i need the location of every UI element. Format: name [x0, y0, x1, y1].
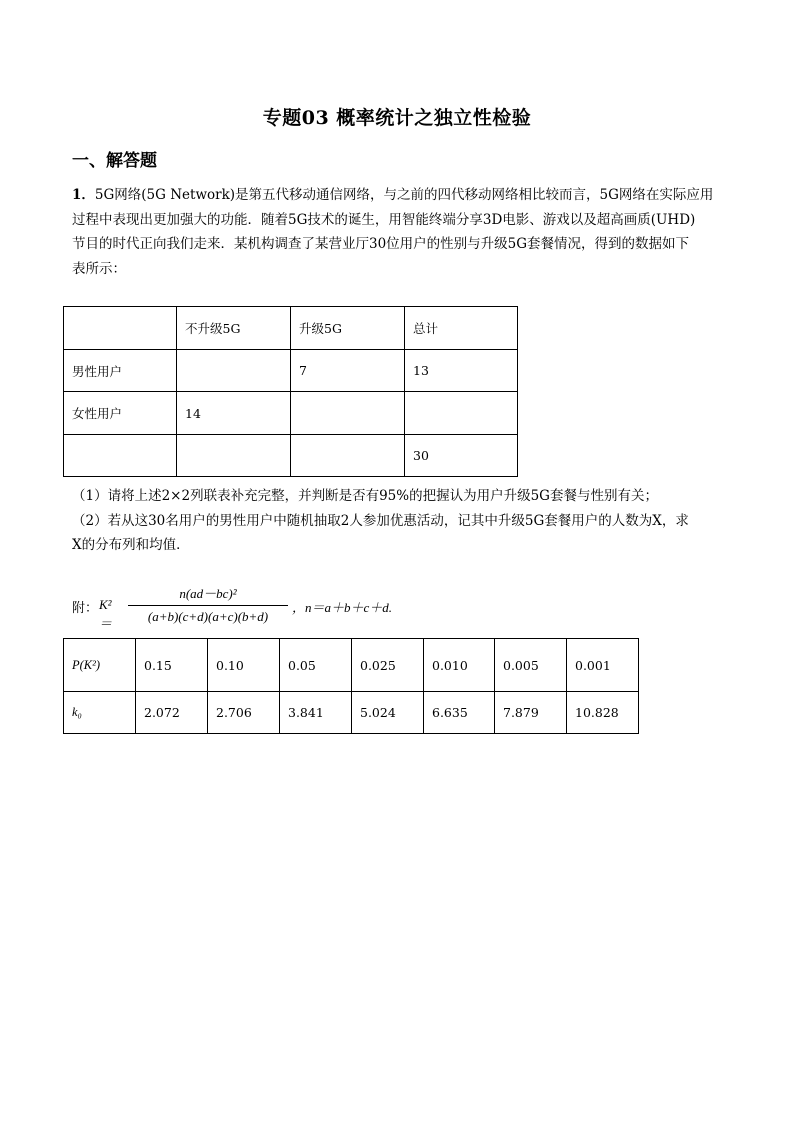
part-2-text: （2）若从这30名用户的男性用户中随机抽取2人参加优惠活动，记其中升级5G套餐用户的人数为X，求 — [72, 512, 689, 529]
formula-numerator: n(ad－bc)² — [179, 586, 237, 601]
table-header-cell: 总计 — [405, 307, 518, 350]
table-cell: 0.005 — [495, 639, 567, 692]
formula-denominator: (a+b)(c+d)(a+c)(b+d) — [147, 609, 269, 624]
table-row — [64, 639, 639, 692]
question-number: 1． — [72, 187, 95, 203]
table-cell — [291, 392, 405, 435]
part-2-text-cont: X的分布列和均值． — [72, 537, 190, 553]
table-cell: 0.05 — [280, 639, 352, 692]
fraction-bar — [128, 605, 288, 606]
formula-fraction — [128, 584, 288, 627]
question-1-intro — [72, 183, 722, 281]
table-cell: 0.15 — [136, 639, 208, 692]
table-header-row — [64, 307, 518, 350]
table-cell: 6.635 — [424, 692, 495, 734]
table-cell — [64, 435, 177, 477]
table-cell — [177, 435, 291, 477]
formula-tail: ，n＝a＋b＋c＋d. — [292, 600, 393, 615]
table-cell: 男性用户 — [64, 350, 177, 392]
question-parts — [72, 484, 722, 558]
table-cell — [177, 350, 291, 392]
table-cell: 13 — [405, 350, 518, 392]
table-cell: 7 — [291, 350, 405, 392]
table-header-cell: 升级5G — [291, 307, 405, 350]
table-cell: 女性用户 — [64, 392, 177, 435]
table-cell — [291, 435, 405, 477]
table-row — [64, 435, 518, 477]
section-heading: 一、解答题 — [72, 151, 157, 171]
table-cell: 0.010 — [424, 639, 495, 692]
table-row — [64, 392, 518, 435]
table-row — [64, 692, 639, 734]
table-row — [64, 350, 518, 392]
p-row-label: P(K²) — [64, 639, 136, 692]
table-header-cell: 不升级5G — [177, 307, 291, 350]
formula-label: 附： — [72, 600, 99, 615]
contingency-table — [63, 306, 518, 477]
formula-lhs: K²＝ — [99, 597, 113, 631]
part-1-text: （1）请将上述2×2列联表补充完整，并判断是否有95%的把握认为用户升级5G套餐与性别有关； — [72, 488, 658, 504]
table-cell: 2.706 — [208, 692, 280, 734]
table-cell: 14 — [177, 392, 291, 435]
table-cell: 0.10 — [208, 639, 280, 692]
intro-line-2: 过程中表现出更加强大的功能．随着5G技术的诞生，用智能终端分享3D电影、游戏以及超高画质(UHD) — [72, 211, 696, 228]
table-cell: 5.024 — [352, 692, 424, 734]
intro-line-1: 5G网络(5G Network)是第五代移动通信网络，与之前的四代移动网络相比较而言，5G网络在实际应用 — [94, 187, 714, 203]
intro-line-3: 节目的时代正向我们走来．某机构调查了某营业厅30位用户的性别与升级5G套餐情况，得到的数据如下 — [72, 236, 690, 252]
table-cell: 30 — [405, 435, 518, 477]
table-cell — [64, 307, 177, 350]
intro-line-4: 表所示： — [72, 260, 126, 277]
table-cell: 0.001 — [567, 639, 639, 692]
critical-value-table — [63, 638, 639, 734]
table-cell: 3.841 — [280, 692, 352, 734]
page-title: 专题03 概率统计之独立性检验 — [262, 107, 532, 129]
table-cell — [405, 392, 518, 435]
k-row-label: k₀ — [64, 692, 136, 734]
table-cell: 10.828 — [567, 692, 639, 734]
table-cell: 0.025 — [352, 639, 424, 692]
table-cell: 2.072 — [136, 692, 208, 734]
table-cell: 7.879 — [495, 692, 567, 734]
